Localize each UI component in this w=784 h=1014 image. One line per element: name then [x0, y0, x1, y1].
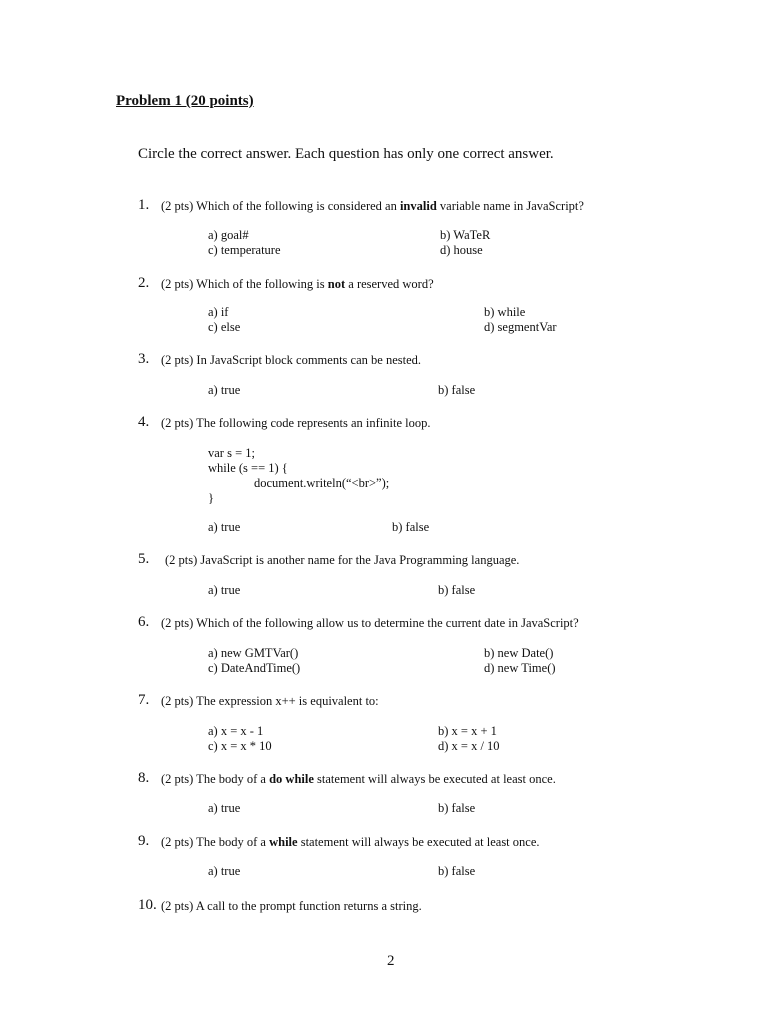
- question-number: 2.: [138, 275, 150, 291]
- question-text: (2 pts) Which of the following allow us to determine the current date in JavaScript?: [161, 616, 579, 630]
- option-b: b) false: [438, 864, 476, 878]
- question-number: 4.: [138, 414, 150, 430]
- option-d: d) house: [440, 243, 483, 257]
- page-number: 2: [387, 953, 395, 969]
- option-a: a) true: [208, 583, 241, 597]
- option-a: a) goal#: [208, 228, 249, 242]
- option-b: b) false: [392, 520, 430, 534]
- code-line: while (s == 1) {: [208, 461, 288, 475]
- option-a: a) new GMTVar(): [208, 646, 299, 660]
- question-number: 6.: [138, 614, 150, 630]
- question-number: 7.: [138, 692, 150, 708]
- option-b: b) WaTeR: [440, 228, 491, 242]
- option-b: b) false: [438, 583, 476, 597]
- instructions: Circle the correct answer. Each question has only one correct answer.: [138, 146, 554, 162]
- question-number: 5.: [138, 551, 150, 567]
- option-b: b) x = x + 1: [438, 724, 497, 738]
- option-b: b) false: [438, 383, 476, 397]
- question-number: 3.: [138, 351, 150, 367]
- option-a: a) true: [208, 801, 241, 815]
- option-a: a) true: [208, 383, 241, 397]
- problem-title: Problem 1 (20 points): [116, 93, 254, 109]
- question-text: (2 pts) The body of a while statement will always be executed at least once.: [161, 835, 540, 849]
- option-a: a) if: [208, 305, 229, 319]
- option-c: c) x = x * 10: [208, 739, 272, 753]
- question-text: (2 pts) In JavaScript block comments can be nested.: [161, 353, 421, 367]
- question-text: (2 pts) Which of the following is not a reserved word?: [161, 277, 434, 291]
- option-b: b) false: [438, 801, 476, 815]
- question-text: (2 pts) JavaScript is another name for the Java Programming language.: [165, 553, 520, 567]
- question-text: (2 pts) The expression x++ is equivalent to:: [161, 694, 379, 708]
- option-b: b) while: [484, 305, 526, 319]
- code-line: document.writeln(“<br>”);: [254, 476, 390, 490]
- option-d: d) x = x / 10: [438, 739, 500, 753]
- question-number: 8.: [138, 770, 150, 786]
- question-text: (2 pts) The following code represents an infinite loop.: [161, 416, 431, 430]
- option-a: a) true: [208, 520, 241, 534]
- question-text: (2 pts) Which of the following is considered an invalid variable name in JavaScript?: [161, 199, 584, 213]
- question-text: (2 pts) A call to the prompt function returns a string.: [161, 899, 422, 913]
- option-b: b) new Date(): [484, 646, 554, 660]
- question-number: 9.: [138, 833, 150, 849]
- option-a: a) true: [208, 864, 241, 878]
- question-text: (2 pts) The body of a do while statement will always be executed at least once.: [161, 772, 556, 786]
- option-c: c) DateAndTime(): [208, 661, 301, 675]
- question-number: 1.: [138, 197, 150, 213]
- code-line: var s = 1;: [208, 446, 255, 460]
- option-c: c) temperature: [208, 243, 281, 257]
- option-d: d) new Time(): [484, 661, 556, 675]
- question-number: 10.: [138, 897, 157, 913]
- option-a: a) x = x - 1: [208, 724, 264, 738]
- option-d: d) segmentVar: [484, 320, 557, 334]
- code-line: }: [208, 491, 214, 505]
- option-c: c) else: [208, 320, 241, 334]
